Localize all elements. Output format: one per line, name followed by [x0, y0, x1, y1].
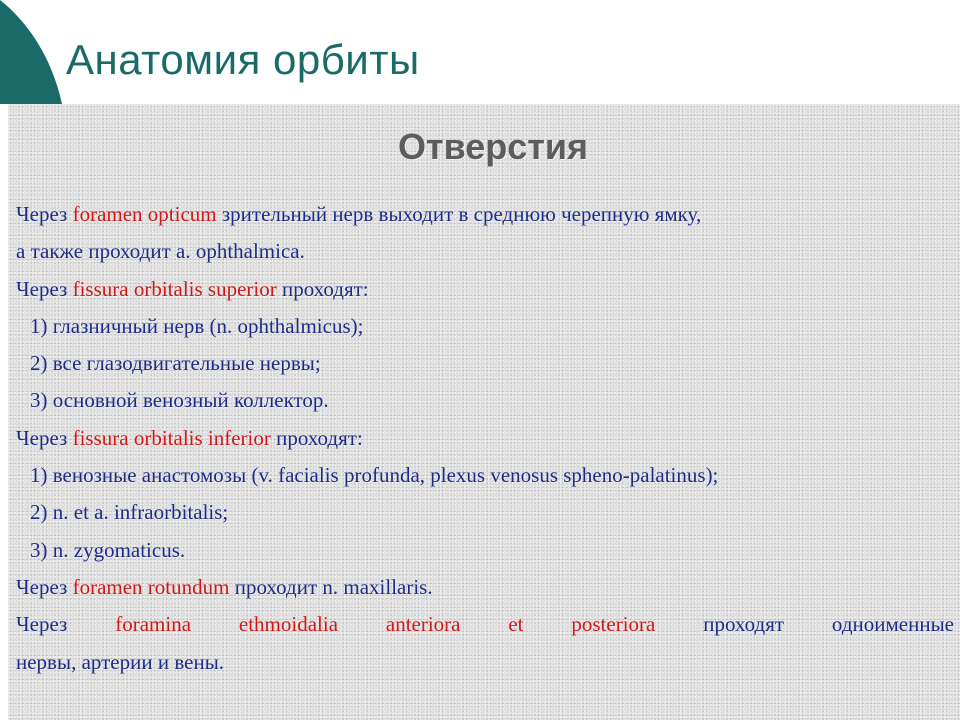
text-line: Через foramina ethmoidalia anteriora et posteriora проходят одноименные — [16, 612, 954, 637]
text-line: а также проходит a. ophthalmica. — [16, 239, 305, 264]
body-text — [16, 196, 954, 681]
text-line: Через foramen rotundum проходит n. maxillaris. — [16, 574, 433, 599]
list-item: 2) все глазодвигательные нервы; — [30, 351, 321, 376]
text-line: Через fissura orbitalis superior проходят: — [16, 276, 369, 301]
slide-title: Анатомия орбиты — [66, 36, 420, 83]
anatomical-term: fissura orbitalis inferior — [72, 425, 271, 450]
list-item: 3) n. zygomaticus. — [30, 537, 186, 562]
anatomical-term: foramen opticum — [72, 202, 217, 226]
list-item: 2) n. et a. infraorbitalis; — [30, 500, 229, 525]
list-item: 1) глазничный нерв (n. ophthalmicus); — [30, 313, 364, 338]
list-item: 1) венозные анастомозы (v. facialis profunda, plexus venosus spheno-palatinus); — [30, 463, 719, 488]
section-heading: Отверстия — [397, 126, 589, 167]
content-panel — [8, 104, 960, 720]
list-item: 3) основной венозный коллектор. — [30, 388, 329, 413]
text-line: нервы, артерии и вены. — [16, 649, 225, 674]
anatomical-term: fissura orbitalis superior — [72, 276, 277, 301]
anatomical-term: foramen rotundum — [72, 574, 230, 599]
text-line: Через foramen opticum зрительный нерв выходит в среднюю черепную ямку, — [16, 202, 702, 226]
corner-decoration — [0, 0, 62, 104]
anatomical-term: foramina ethmoidalia anteriora et posteriora — [115, 612, 656, 637]
text-line: Через fissura orbitalis inferior проходят: — [16, 425, 363, 450]
